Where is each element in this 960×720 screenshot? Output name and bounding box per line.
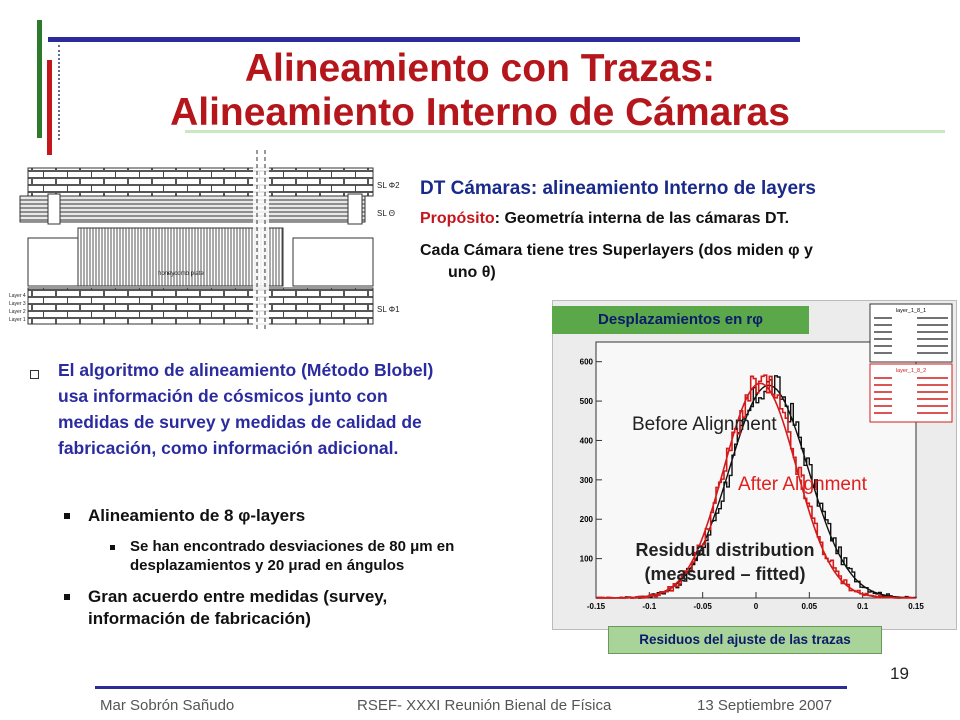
bullet-b1-sub-line2: desplazamientos y 20 μrad en ángulos (130, 557, 405, 574)
page-title (0, 47, 960, 135)
label-after-alignment: After Alignment (738, 474, 867, 495)
bullet-b2-icon (64, 594, 70, 600)
stats-box-after (870, 364, 952, 422)
x-tick-label: -0.05 (693, 602, 712, 611)
plot-header: Desplazamientos en rφ (552, 306, 809, 334)
plot-footer: Residuos del ajuste de las trazas (608, 626, 882, 654)
y-tick-label: 200 (579, 515, 593, 525)
superlayers-line1: Cada Cámara tiene tres Superlayers (dos miden φ y (420, 242, 813, 259)
x-tick-label: 0.05 (801, 602, 818, 611)
page-number: 19 (890, 664, 909, 683)
label-layer3: Layer 3 (9, 301, 26, 307)
label-before-alignment: Before Alignment (632, 414, 777, 435)
label-sl-phi1: SL Φ1 (377, 305, 400, 314)
superlayers-line2: uno θ) (448, 264, 496, 281)
x-tick-label: -0.15 (586, 602, 606, 611)
y-tick-label: 400 (579, 436, 593, 446)
stats-box-before (870, 304, 952, 362)
page-title-line1: Alineamiento con Trazas: (244, 47, 716, 90)
purpose-text: : Geometría interna de las cámaras DT. (494, 210, 790, 227)
label-layer2: Layer 2 (9, 309, 26, 315)
page-title-line2: Alineamiento Interno de Cámaras (170, 91, 790, 134)
x-tick-label: 0 (753, 602, 759, 611)
label-sl-phi2: SL Φ2 (377, 181, 400, 190)
label-sl-theta: SL Θ (377, 209, 395, 218)
footer-author: Mar Sobrón Sañudo (100, 697, 235, 714)
honeycomb-plate (78, 228, 283, 286)
x-tick-label: 0.15 (908, 602, 924, 611)
bullet-b2-line1: Gran acuerdo entre medidas (survey, (88, 587, 388, 606)
bullet-b1: Alineamiento de 8 φ-layers (88, 506, 306, 525)
y-tick-label: 100 (579, 554, 593, 564)
stats-before-title: layer_1_8_1 (895, 308, 927, 314)
bullet-b1-sub-line1: Se han encontrado desviaciones de 80 μm en (130, 538, 455, 555)
x-tick-label: 0.1 (857, 602, 869, 611)
stats-after-title: layer_1_8_2 (895, 368, 927, 374)
bullet-b1-icon (64, 513, 70, 519)
footer-date: 13 Septiembre 2007 (697, 697, 833, 714)
y-tick-label: 300 (579, 475, 593, 485)
bullet-b1-sub-icon (110, 545, 115, 550)
footer-event: RSEF- XXXI Reunión Bienal de Física (357, 697, 612, 714)
top-blue-rule (48, 37, 800, 42)
bullet-b2-line2: información de fabricación) (88, 609, 311, 628)
bullet-b2 (88, 586, 548, 630)
sl-phi2-layers (28, 168, 373, 196)
purpose-label: Propósito (420, 210, 495, 227)
label-residual (610, 538, 840, 586)
label-layer1: Layer 1 (9, 317, 26, 323)
algorithm-line2: usa información de cósmicos junto con (58, 386, 388, 406)
y-tick-label: 600 (579, 357, 593, 367)
algorithm-line3: medidas de survey y medidas de calidad de (58, 412, 422, 432)
footer-rule (95, 686, 847, 689)
label-residual-line2: (measured – fitted) (644, 564, 806, 584)
dt-chambers-header: DT Cámaras: alineamiento Interno de layers (420, 178, 816, 199)
algorithm-line1: El algoritmo de alineamiento (Método Blobel) (58, 360, 434, 380)
sl-phi1-layers (28, 288, 373, 324)
label-residual-line1: Residual distribution (635, 540, 815, 560)
algorithm-line4: fabricación, como información adicional. (58, 438, 399, 458)
x-tick-label: -0.1 (642, 602, 657, 611)
bullet-b1-sub (130, 537, 550, 575)
label-layer4: Layer 4 (9, 293, 26, 299)
honeycomb-note: honeycomb plate (158, 271, 204, 277)
bullet-square-icon (30, 366, 45, 384)
y-tick-label: 500 (579, 397, 593, 407)
chamber-diagram (8, 150, 408, 330)
algorithm-paragraph (58, 357, 538, 461)
purpose-line (420, 210, 789, 228)
